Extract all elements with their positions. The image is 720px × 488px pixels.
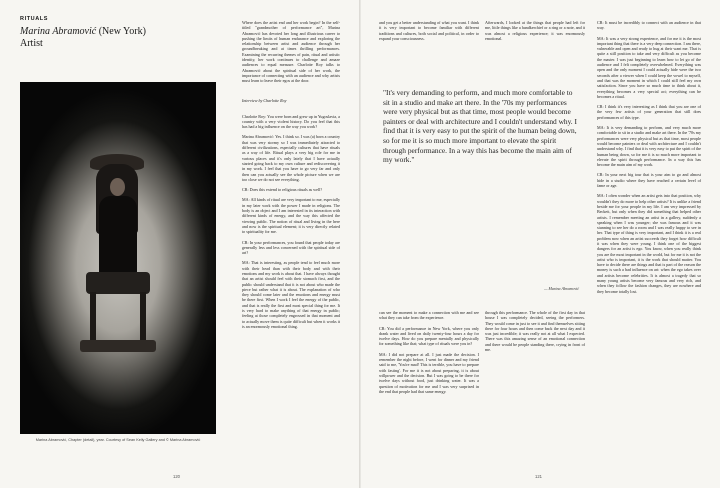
body-paragraph: MA: I did not prepare at all. I just made the decision. I remember the night before, I went for dinner and my friend said to me, 'You're mad! This is terrible, you have to prepare with fasting'. For me it is not about preparing, it is about willpower and the decision. But I was going to be there for twelve days without food, just drinking water. It was a question of motivation for me and I was very surprised in the end that people had that same energy.	[379, 351, 479, 394]
body-paragraph: MA: It was a very strong experience, and for me it is the most important thing that there is a very deep connection. I am there, vulnerable and open and ready to hug at their want me. That is quite a still position to take and very difficult as you become the master. I was just beginning to learn how to let go of the audience and I felt completely overwhelmed. Everything was open and the only moment I could actually hide were the two seconds after a viewer when I could keep the vowel to myself, and that was the moment in which I could still feel my own satisfaction. Since you have so much time to think about it, everything becomes a very special act; everything can be becomes a ritual.	[597, 35, 701, 99]
pull-quote-attribution: — Marina Abramović	[543, 286, 579, 291]
intro-paragraph: Where does the artist end and her work begin? In the self-titled "grandmother of performance art", Marina Abramović has devoted her long and illustrious career to pushing the limits of human endurance and exploring the relationship between artist and audience through her groundbreaking and at times thrilling performances. Examining the recurring themes of pain, ritual and artistic identity, her work continues to challenge and amaze audiences to equal measure. Charlotte Roy talks to Abramović about the spiritual side of her work, the importance of connecting with an audience and why artists must learn to leave their egos at the door.	[242, 20, 340, 84]
body-paragraph: CR: Does this extend to religious rituals as well?	[242, 187, 323, 193]
figure-head	[110, 178, 125, 196]
body-column-1	[379, 20, 479, 80]
left-page	[0, 0, 359, 488]
section-label: RITUALS	[20, 16, 49, 22]
throne-leg	[140, 292, 146, 344]
body-paragraph: Charlotte Roy: You were born and grew up in Yugoslavia, a country with a very violent history. Do you feel that this has had a big influence on the way you work?	[242, 113, 340, 130]
throne-leg	[90, 292, 96, 344]
body-paragraph: can see the moment to make a connection with me and see what they can take from the experience.	[379, 310, 479, 321]
body-paragraph: MA: That is interesting, as people tend to feel much more with their head than with their body and with their emotions and my work is about that. I have always thought that an artist should feel with their stomach first, and the public should understand that it is not about who made the piece but rather what it is about. The explanation of who they should come later and the emotions and energy must be there first. When I work I feel the energy of the public, and that is really the first and most special thing for me. It is very hard to make anything of that energy in public; feeling at those completely engrossed in that moment and to actually move them is quite difficult but when it works it is an enormously emotional thing.	[242, 260, 340, 329]
body-paragraph: CR: You did a performance in New York, where you only drank water and lived on daily twenty-four hours a day for twelve days. How do you prepare mentally and physically for something like that; what type of rituals were you in?	[379, 325, 479, 347]
body-paragraph: Marina Abramović: Yes. I think so. I was (a) born a country that was very stormy so I was immediately attracted to different civilizations, especially cultures that have rituals as a way of life. Ritual plays a very big role for me in various places and it's only lately that I have actually started going back to my own culture and rediscovering it in my work. I feel that you have to go very far and only then can you actually see the whole picture when we are too close we do not see everything.	[242, 134, 340, 182]
body-paragraph: CR: In your next big tour that is your aim to go and almost hide in a studio where they have reached a certain level of fame or age.	[597, 172, 701, 189]
body-paragraph: CR: I think it's very interesting as I think that you are one of the very few artists of your generation that still does performances of this type.	[597, 104, 701, 120]
body-paragraph: MA: It is very demanding to perform, and very much more comfortable to sit in a studio and make art there. In the '70s my performances were very physical but as that time, most people would become painters or deal with architecture and I couldn't understand why. I find that it is very easy to put the spirit of the human being down, so for me it is so much more important to elevate the spirit through performance. In a way this has become the main aim of my work.	[597, 125, 701, 168]
performance-photo	[20, 82, 216, 434]
title-role: Artist	[20, 38, 43, 49]
pull-quote: "It's very demanding to perform, and much more comfortable to sit in a studio and make art there. In the '70s my performances were very physical but as that time, most people would become painters or deal with architecture and I couldn't understand why. I find that it is very easy to put the spirit of the human being down, so for me it is so much more important to elevate the spirit through performance. In a way this has become the main aim of my work."	[383, 88, 577, 165]
body-paragraph: and you get a better understanding of what you want. I think it is very important to become familiar with different traditions and cultures, both social and political, in order to expand your consciousness.	[379, 20, 479, 41]
body-column-2	[485, 20, 585, 80]
title-name: Marina Abramović	[20, 26, 97, 37]
body-paragraph: CR: In your performances, you found that people today are generally less and less concerned with the spiritual side of art?	[242, 239, 340, 256]
body-paragraph: through this performance. The whole of the first day in that house I was completely decided, seeing the performers. They would come in just to see it and find themselves sitting there for four hours and then come back the next day and it was just incredible; it was really not at all what I expected. There was this amazing sense of an emotional connection and there would be people standing there, crying in front of me.	[485, 310, 585, 353]
page-number: 120	[173, 474, 180, 479]
article-title	[20, 26, 146, 50]
interview-credit: Interview by Charlotte Roy	[242, 97, 287, 103]
body-column-5	[485, 310, 585, 460]
body-column-3	[597, 20, 701, 460]
throne-seat	[86, 272, 150, 294]
photo-caption: Marina Abramović, Chapter (detail), year. Courtesy of Sean Kelly Gallery and © Marina Abramović	[35, 438, 201, 442]
intro-column	[242, 20, 340, 460]
page-number: 121	[535, 474, 542, 479]
body-paragraph: MA: I often wonder when an artist gets into that position, why wouldn't they do more to help other artists? It is unlike a friend beside me for your people in my life. I am very impressed by Beckett, but only when they did something that helped other artists. I remember meeting an artist in a gallery, suddenly a speaking when I was younger; she was famous and it was stunning to see her do a room and I was really happy to see in her. That type of thing is very important, and I think it is a real problem now when an artist succeeds they forget how difficult it was when they were young. I think one of the biggest dangers for an artist is ego. You know, when you really think you are the most important in the world, but for me it is not the artist who is important, it is the work that should matter. You have to decide there are things and that is part of the reason the money is such a bad influence on art: when the ego takes over and artists become celebrities. It is almost a tragedy that so many young artists become very famous and very rich, and when they follow the fashion changes, they are nowhere and they become totally lost.	[597, 193, 701, 294]
title-location: (New York)	[98, 26, 146, 37]
throne-base	[80, 340, 156, 352]
body-paragraph: Afterwards, I looked at the things that people had left for me, little things like a handkerchief or a ring or a note, and it was almost a religious experience; it was enormously emotional.	[485, 20, 585, 41]
body-paragraph: CR: It must be incredibly to connect with an audience in that way.	[597, 20, 701, 31]
body-paragraph: MA: All kinds of ritual are very important to me, especially in my later work with the power I made in religions. The body is an object and I am interested in its interaction with different kinds of energy, and the way this affected the viewing public. The notion of ritual and living in the here and now is the spiritual element; it is very directly related to spirituality for me.	[242, 197, 340, 235]
body-column-4	[379, 310, 479, 460]
right-page	[361, 0, 720, 488]
